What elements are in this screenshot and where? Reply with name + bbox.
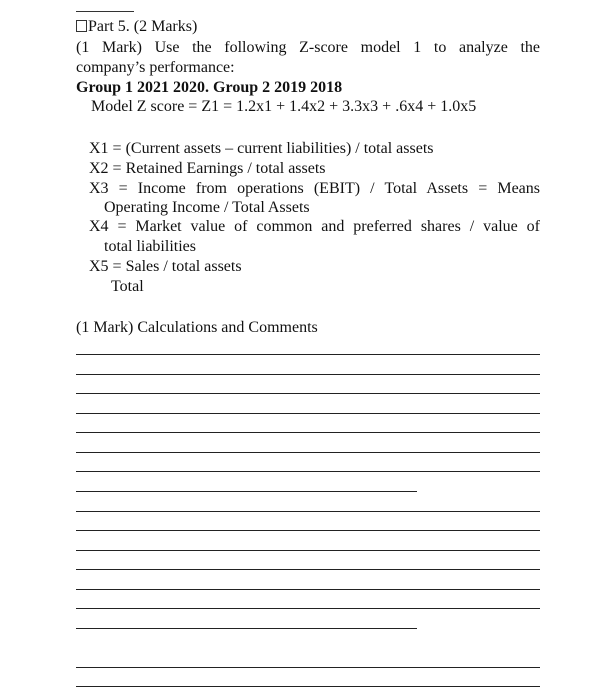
definition-x3-line2: Operating Income / Total Assets [104,199,310,216]
answer-line[interactable] [76,608,540,609]
instruction-line-1: (1 Mark) Use the following Z-score model 1 to analyze the [76,39,540,56]
answer-line[interactable] [76,452,540,453]
total-label: Total [111,278,144,295]
answer-line[interactable] [76,393,540,394]
answer-line-short[interactable] [76,491,417,492]
answer-line[interactable] [76,530,540,531]
definition-x5: X5 = Sales / total assets [89,258,242,275]
definition-x2: X2 = Retained Earnings / total assets [89,160,326,177]
answer-line[interactable] [76,589,540,590]
answer-line[interactable] [76,550,540,551]
answer-line-short[interactable] [76,628,417,629]
part-heading-text: Part 5. (2 Marks) [88,18,198,35]
answer-line[interactable] [76,354,540,355]
definition-x4-line2: total liabilities [104,238,196,255]
answer-line[interactable] [76,471,540,472]
answer-line[interactable] [76,432,540,433]
calculations-heading: (1 Mark) Calculations and Comments [76,319,318,336]
answer-line[interactable] [76,374,540,375]
definition-x1: X1 = (Current assets – current liabilities) / total assets [89,140,434,157]
checkbox-icon[interactable] [76,20,87,32]
group-years: Group 1 2021 2020. Group 2 2019 2018 [76,79,343,96]
answer-line[interactable] [76,511,540,512]
instruction-line-2: company’s performance: [76,59,235,76]
answer-line[interactable] [76,686,540,687]
answer-line[interactable] [76,667,540,668]
definition-x4-line1: X4 = Market value of common and preferred shares / value of [89,218,540,235]
top-divider [76,11,134,12]
answer-line[interactable] [76,569,540,570]
part-heading [76,17,197,36]
z-score-model: Model Z score = Z1 = 1.2x1 + 1.4x2 + 3.3x3 + .6x4 + 1.0x5 [91,98,477,115]
definition-x3-line1: X3 = Income from operations (EBIT) / Total Assets = Means [89,180,540,197]
answer-line[interactable] [76,413,540,414]
